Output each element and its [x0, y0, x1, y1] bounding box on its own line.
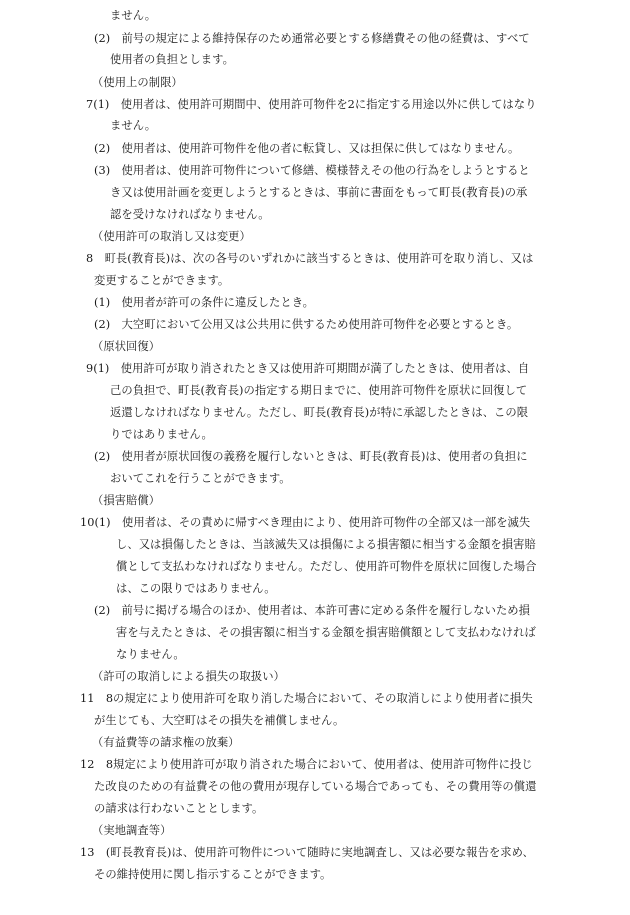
text-line: 使用者の負担とします。 — [110, 53, 234, 66]
text-line: ません。 — [110, 119, 157, 132]
clause-12: 12 8規定により使用許可が取り消された場合において、使用者は、使用許可物件に投じ — [80, 758, 533, 771]
section-heading: （原状回復） — [92, 340, 161, 353]
text-line: 償として支払わなければなりません。ただし、使用許可物件を原状に回復した場合 — [116, 560, 537, 573]
section-heading: （使用上の制限） — [92, 76, 183, 89]
text-line: 己の負担で、町長(教育長)の指定する期日までに、使用許可物件を原状に回復して — [110, 384, 528, 397]
clause-8-1: (1) 使用者が許可の条件に違反したとき。 — [94, 296, 314, 309]
text-line: その維持使用に関し指示することができます。 — [94, 868, 332, 881]
clause-7-2: (2) 使用者は、使用許可物件を他の者に転貸し、又は担保に供してはなりません。 — [94, 142, 520, 155]
clause-9-2: (2) 使用者が原状回復の義務を履行しないときは、町長(教育長)は、使用者の負担に — [94, 450, 528, 463]
text-line: の請求は行わないこととします。 — [94, 802, 264, 815]
clause-11: 11 8の規定により使用許可を取り消した場合において、その取消しにより使用者に損失 — [80, 692, 533, 705]
text-line: 認を受けなければなりません。 — [110, 208, 270, 221]
clause-7-3: (3) 使用者は、使用許可物件について修繕、模様替えその他の行為をしようとすると — [94, 164, 530, 177]
clause-9-2: (2) 前号の規定による維持保存のため通常必要とする修繕費その他の経費は、すべて — [94, 32, 530, 45]
clause-9-1: 9(1) 使用許可が取り消されたとき又は使用許可期間が満了したときは、使用者は、自 — [86, 362, 530, 375]
section-heading: （損害賠償） — [92, 494, 161, 507]
section-heading: （有益費等の請求権の放棄） — [92, 736, 240, 749]
clause-7-1: 7(1) 使用者は、使用許可期間中、使用許可物件を2に指定する用途以外に供してはなり — [86, 98, 537, 111]
clause-8-2: (2) 大空町において公用又は公共用に供するため使用許可物件を必要とするとき。 — [94, 318, 519, 331]
text-line: なりません。 — [116, 648, 185, 661]
text-line: し、又は損傷したときは、当該滅失又は損傷による損害額に相当する金額を損害賠 — [116, 538, 536, 551]
clause-8: 8 町長(教育長)は、次の各号のいずれかに該当するときは、使用許可を取り消し、又は — [86, 252, 534, 265]
section-heading: （許可の取消しによる損失の取扱い） — [92, 670, 285, 683]
section-heading: （使用許可の取消し又は変更） — [92, 230, 251, 243]
section-heading: （実地調査等） — [92, 824, 172, 837]
text-line: 害を与えたときは、その損害額に相当する金額を損害賠償額として支払わなければ — [116, 626, 536, 639]
text-line: ません。 — [110, 9, 157, 22]
clause-13: 13 (町長教育長)は、使用許可物件について随時に実地調査し、又は必要な報告を求め、 — [80, 846, 534, 859]
text-line: 返還しなければなりません。ただし、町長(教育長)が特に承認したときは、この限 — [110, 406, 529, 419]
text-line: が生じても、大空町はその損失を補償しません。 — [94, 714, 345, 727]
text-line: た改良のための有益費その他の費用が現存している場合であっても、その費用等の償還 — [94, 780, 537, 793]
text-line: りではありません。 — [110, 428, 213, 441]
clause-10-1: 10(1) 使用者は、その責めに帰すべき理由により、使用許可物件の全部又は一部を滅失 — [80, 516, 531, 529]
text-line: は、この限りではありません。 — [116, 582, 276, 595]
text-line: き又は使用計画を変更しようとするときは、事前に書面をもって町長(教育長)の承 — [110, 186, 528, 199]
clause-10-2: (2) 前号に掲げる場合のほか、使用者は、本許可書に定める条件を履行しないため損 — [94, 604, 530, 617]
text-line: おいてこれを行うことができます。 — [110, 472, 291, 485]
text-line: 変更することができます。 — [94, 274, 230, 287]
